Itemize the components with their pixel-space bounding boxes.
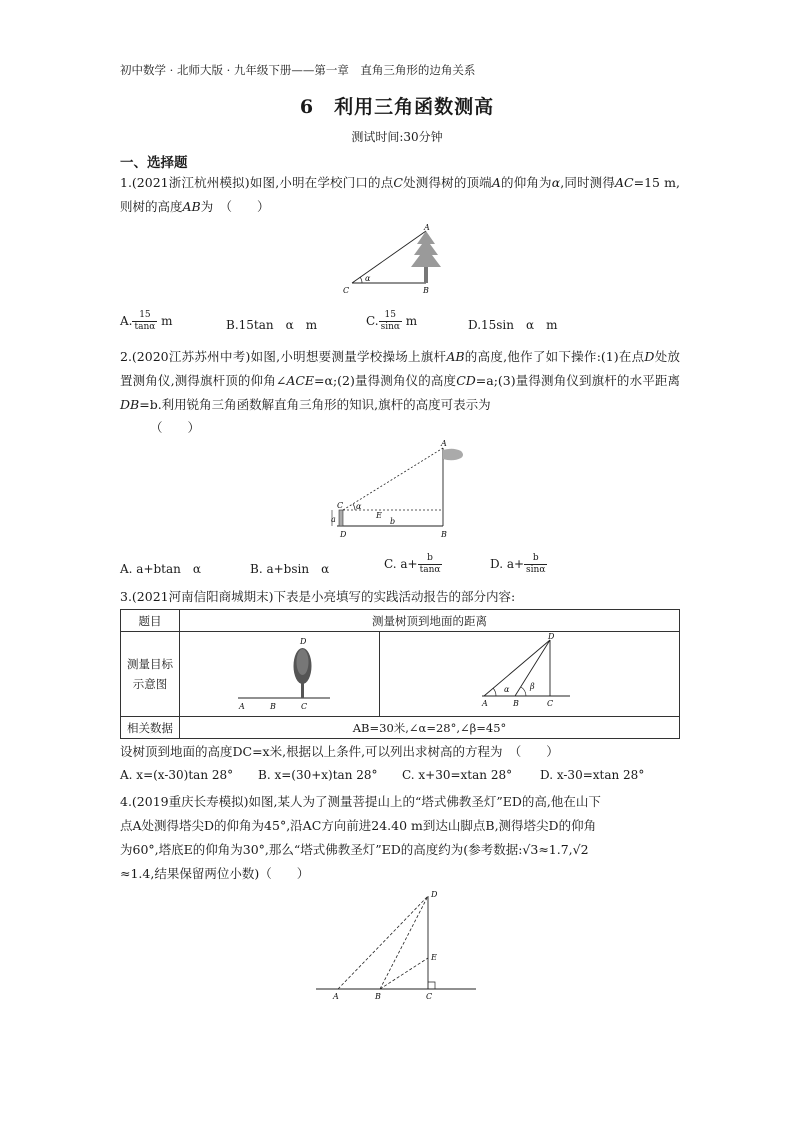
q1-option-a[interactable]: A. $\frac{15}{\tan\alpha}$ m bbox=[120, 310, 173, 332]
q4-label-a: A bbox=[333, 992, 339, 1001]
q4-right-angle-mark bbox=[428, 982, 435, 989]
q4-sight-bd bbox=[380, 896, 428, 989]
table-label-data: 相关数据 bbox=[121, 717, 180, 739]
table-data-value: AB=30米,∠α=28°,∠β=45° bbox=[180, 717, 680, 739]
q2-answer-paren: （ ） bbox=[150, 420, 201, 435]
q4-figure bbox=[310, 886, 482, 1002]
q3-angle-alpha-arc bbox=[493, 688, 496, 696]
q2-angle-arc bbox=[353, 504, 355, 510]
table-header-title: 测量树顶到地面的距离 bbox=[180, 610, 680, 632]
q2-option-b[interactable]: B. a+bsin α bbox=[250, 562, 330, 576]
q3-angle-beta-arc bbox=[521, 687, 526, 696]
q4-label-b: B bbox=[375, 992, 381, 1001]
q3-right-label-b: B bbox=[513, 699, 519, 708]
q1-option-d[interactable]: D.15sin α m bbox=[468, 318, 558, 332]
q2-option-a[interactable]: A. a+btan α bbox=[120, 562, 201, 576]
q4-label-c: C bbox=[426, 992, 433, 1001]
q1-option-c[interactable]: C. $\frac{15}{\sin\alpha}$ m bbox=[366, 310, 418, 332]
q2-figure bbox=[325, 438, 475, 542]
table-row bbox=[121, 717, 680, 739]
q1-label-c: C bbox=[343, 286, 350, 295]
q2-option-d[interactable]: D. a+ $\frac{b}{\sin\alpha}$ bbox=[490, 553, 546, 575]
q3-figure-right-cell bbox=[380, 632, 680, 717]
q1-label-a: A bbox=[424, 223, 430, 232]
question-4-text: 4.(2019重庆长寿模拟)如图,某人为了测量菩提山上的“塔式佛教圣灯”ED的高,他在山下 点A处测得塔尖D的仰角为45°,沿AC方向前进24.40 m到达山脚点B,测得塔尖D的仰角 为60°,塔底E的仰角为30°,那么“塔式佛教圣灯”ED的高度约为(参考数据:√3≈1.7,√2 ≈1.4,结果保留两位小数)（ ） bbox=[120, 794, 601, 881]
page-title: 6 利用三角函数测高 bbox=[299, 96, 495, 118]
q3-report-table bbox=[120, 609, 680, 739]
test-time: 测试时间:30分钟 bbox=[351, 130, 443, 144]
q2-label-a-height: a bbox=[331, 515, 336, 524]
q2-label-b: B bbox=[441, 530, 447, 539]
q1-label-alpha: α bbox=[365, 274, 371, 283]
q3-option-d[interactable]: D. x-30=xtan 28° bbox=[540, 768, 645, 782]
table-label-diagram: 测量目标 示意图 bbox=[121, 632, 180, 717]
q3-figure-left-cell bbox=[180, 632, 380, 717]
q3-right-label-a: A bbox=[482, 699, 488, 708]
q2-label-e: E bbox=[376, 511, 382, 520]
tree-icon bbox=[294, 648, 312, 698]
page-header: 初中数学 · 北师大版 · 九年级下册——第一章 直角三角形的边角关系 bbox=[120, 63, 476, 77]
q3-right-sight-a bbox=[484, 640, 550, 696]
table-row bbox=[121, 632, 680, 717]
q3-option-c[interactable]: C. x+30=xtan 28° bbox=[402, 768, 513, 782]
q2-label-alpha: α bbox=[356, 502, 362, 511]
q2-instrument bbox=[339, 510, 343, 526]
q2-label-c: C bbox=[337, 501, 344, 510]
q3-left-label-d: D bbox=[300, 637, 307, 646]
q4-sight-be bbox=[380, 958, 428, 989]
q3-right-label-d: D bbox=[548, 632, 555, 641]
q1-label-b: B bbox=[423, 286, 429, 295]
q3-figure-left bbox=[180, 632, 378, 716]
q3-right-label-c: C bbox=[547, 699, 554, 708]
q3-left-label-c: C bbox=[301, 702, 308, 711]
question-3-text: 3.(2021河南信阳商城期末)下表是小亮填写的实践活动报告的部分内容: bbox=[120, 589, 516, 604]
q1-option-b[interactable]: B.15tan α m bbox=[226, 318, 318, 332]
q1-sight-line bbox=[352, 231, 426, 283]
q3-left-label-a: A bbox=[239, 702, 245, 711]
flag-icon bbox=[443, 449, 463, 461]
q2-option-c[interactable]: C. a+ $\frac{b}{\tan\alpha}$ bbox=[384, 553, 441, 575]
q2-label-a: A bbox=[441, 439, 447, 448]
q3-right-label-alpha: α bbox=[504, 685, 510, 694]
question-2-text: 2.(2020江苏苏州中考)如图,小明想要测量学校操场上旗杆AB的高度,他作了如下操作:(1)在点D处放置测角仪,测得旗杆顶的仰角∠ACE=α;(2)量得测角仪的高度CD=a;(3)量得测角仪到旗杆的水平距离DB=b.利用锐角三角函数解直角三角形的知识,旗杆的高度可表示为 bbox=[120, 349, 680, 412]
q3-option-a[interactable]: A. x=(x-30)tan 28° bbox=[120, 768, 234, 782]
q3-figure-right bbox=[380, 632, 678, 716]
q2-label-d: D bbox=[340, 530, 347, 539]
table-row bbox=[121, 610, 680, 632]
q4-sight-ad bbox=[338, 896, 428, 989]
q1-figure bbox=[340, 222, 450, 298]
section-heading: 一、选择题 bbox=[120, 155, 188, 171]
q2-label-b-distance: b bbox=[390, 517, 396, 526]
q1-angle-arc bbox=[360, 277, 362, 283]
q3-question: 设树顶到地面的高度DC=x米,根据以上条件,可以列出求树高的方程为 （ ） bbox=[120, 744, 559, 759]
q3-right-label-beta: β bbox=[530, 682, 535, 691]
q4-label-e: E bbox=[431, 953, 437, 962]
q3-left-label-b: B bbox=[270, 702, 276, 711]
q2-sight-line bbox=[343, 448, 443, 510]
question-1-text: 1.(2021浙江杭州模拟)如图,小明在学校门口的点C处测得树的顶端A的仰角为α,同时测得AC=15 m,则树的高度AB为 （ ） bbox=[120, 175, 680, 214]
table-header-topic: 题目 bbox=[121, 610, 180, 632]
q4-label-d: D bbox=[431, 890, 438, 899]
q3-option-b[interactable]: B. x=(30+x)tan 28° bbox=[258, 768, 378, 782]
